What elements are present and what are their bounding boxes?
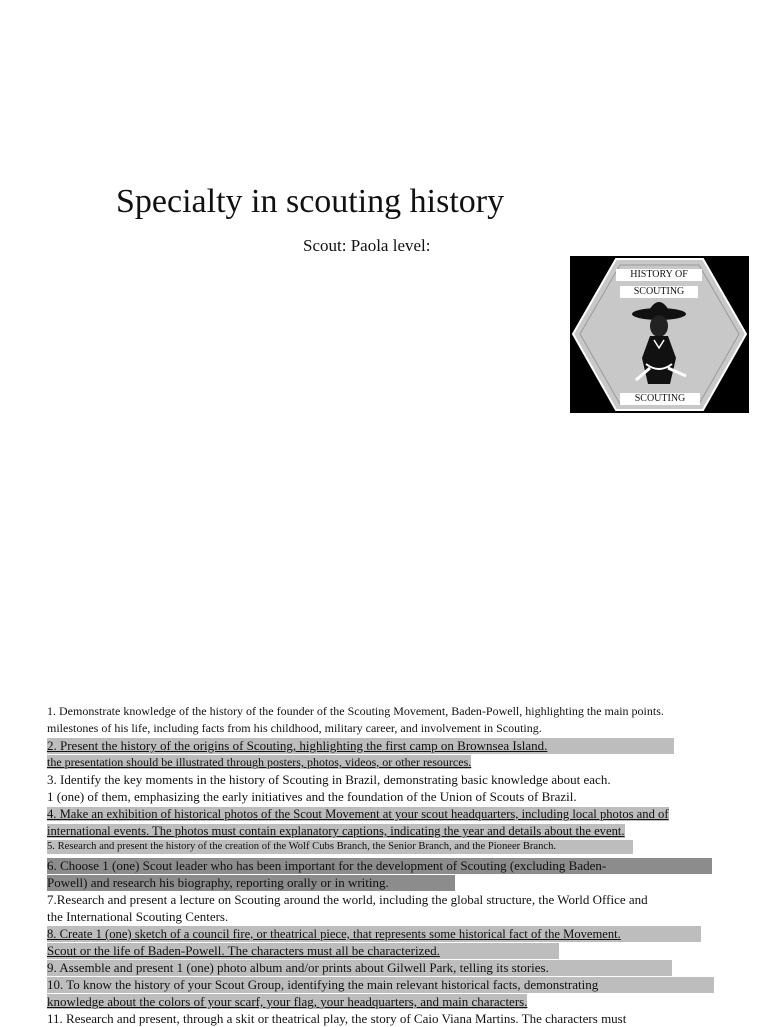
requirement-line: 8. Create 1 (one) sketch of a council fire, or theatrical piece, that represents some historical fact of the Movement. [47, 926, 701, 942]
requirement-line: 6. Choose 1 (one) Scout leader who has been important for the development of Scouting (excluding Baden- [47, 858, 712, 874]
requirement-line: 5. Research and present the history of the creation of the Wolf Cubs Branch, the Senior Branch, and the Pioneer Branch. [47, 840, 633, 854]
requirement-line: the International Scouting Centers. [47, 909, 229, 924]
requirement-line: 2. Present the history of the origins of Scouting, highlighting the first camp on Brownsea Island. [47, 738, 674, 754]
requirement-line: 4. Make an exhibition of historical photos of the Scout Movement at your scout headquarters, including local photos and of [47, 807, 669, 821]
history-of-scouting-badge [570, 256, 749, 413]
requirement-line: knowledge about the colors of your scarf, your flag, your headquarters, and main characters. [47, 994, 528, 1009]
requirement-line: 10. To know the history of your Scout Group, identifying the main relevant historical facts, demonstrating [47, 977, 714, 993]
document-title: Specialty in scouting history [116, 183, 505, 220]
requirement-line: 1. Demonstrate knowledge of the history of the founder of the Scouting Movement, Baden-Powell, highlighting the main points. [47, 704, 664, 718]
requirement-line: milestones of his life, including facts from his childhood, military career, and involvement in Scouting. [47, 721, 542, 735]
badge-top-line2: SCOUTING [620, 286, 698, 298]
requirement-line: the presentation should be illustrated through posters, photos, videos, or other resources. [47, 755, 472, 769]
requirement-line: 7.Research and present a lecture on Scouting around the world, including the global structure, the World Office and [47, 892, 648, 907]
badge-top-line1: HISTORY OF [616, 269, 702, 281]
requirement-line: 3. Identify the key moments in the history of Scouting in Brazil, demonstrating basic knowledge about each. [47, 772, 611, 787]
requirement-line: 9. Assemble and present 1 (one) photo album and/or prints about Gilwell Park, telling its stories. [47, 960, 672, 976]
requirement-line: Powell) and research his biography, reporting orally or in writing. [47, 875, 455, 891]
requirement-line: Scout or the life of Baden-Powell. The characters must all be characterized. [47, 943, 559, 959]
requirement-line: 1 (one) of them, emphasizing the early initiatives and the foundation of the Union of Scouts of Brazil. [47, 789, 577, 804]
requirement-line: 11. Research and present, through a skit or theatrical play, the story of Caio Viana Martins. The characters must [47, 1011, 627, 1026]
scout-name-level: Scout: Paola level: [303, 236, 431, 255]
requirement-line: international events. The photos must contain explanatory captions, indicating the year and details about the event. [47, 824, 625, 838]
badge-bottom-text: SCOUTING [620, 393, 700, 405]
